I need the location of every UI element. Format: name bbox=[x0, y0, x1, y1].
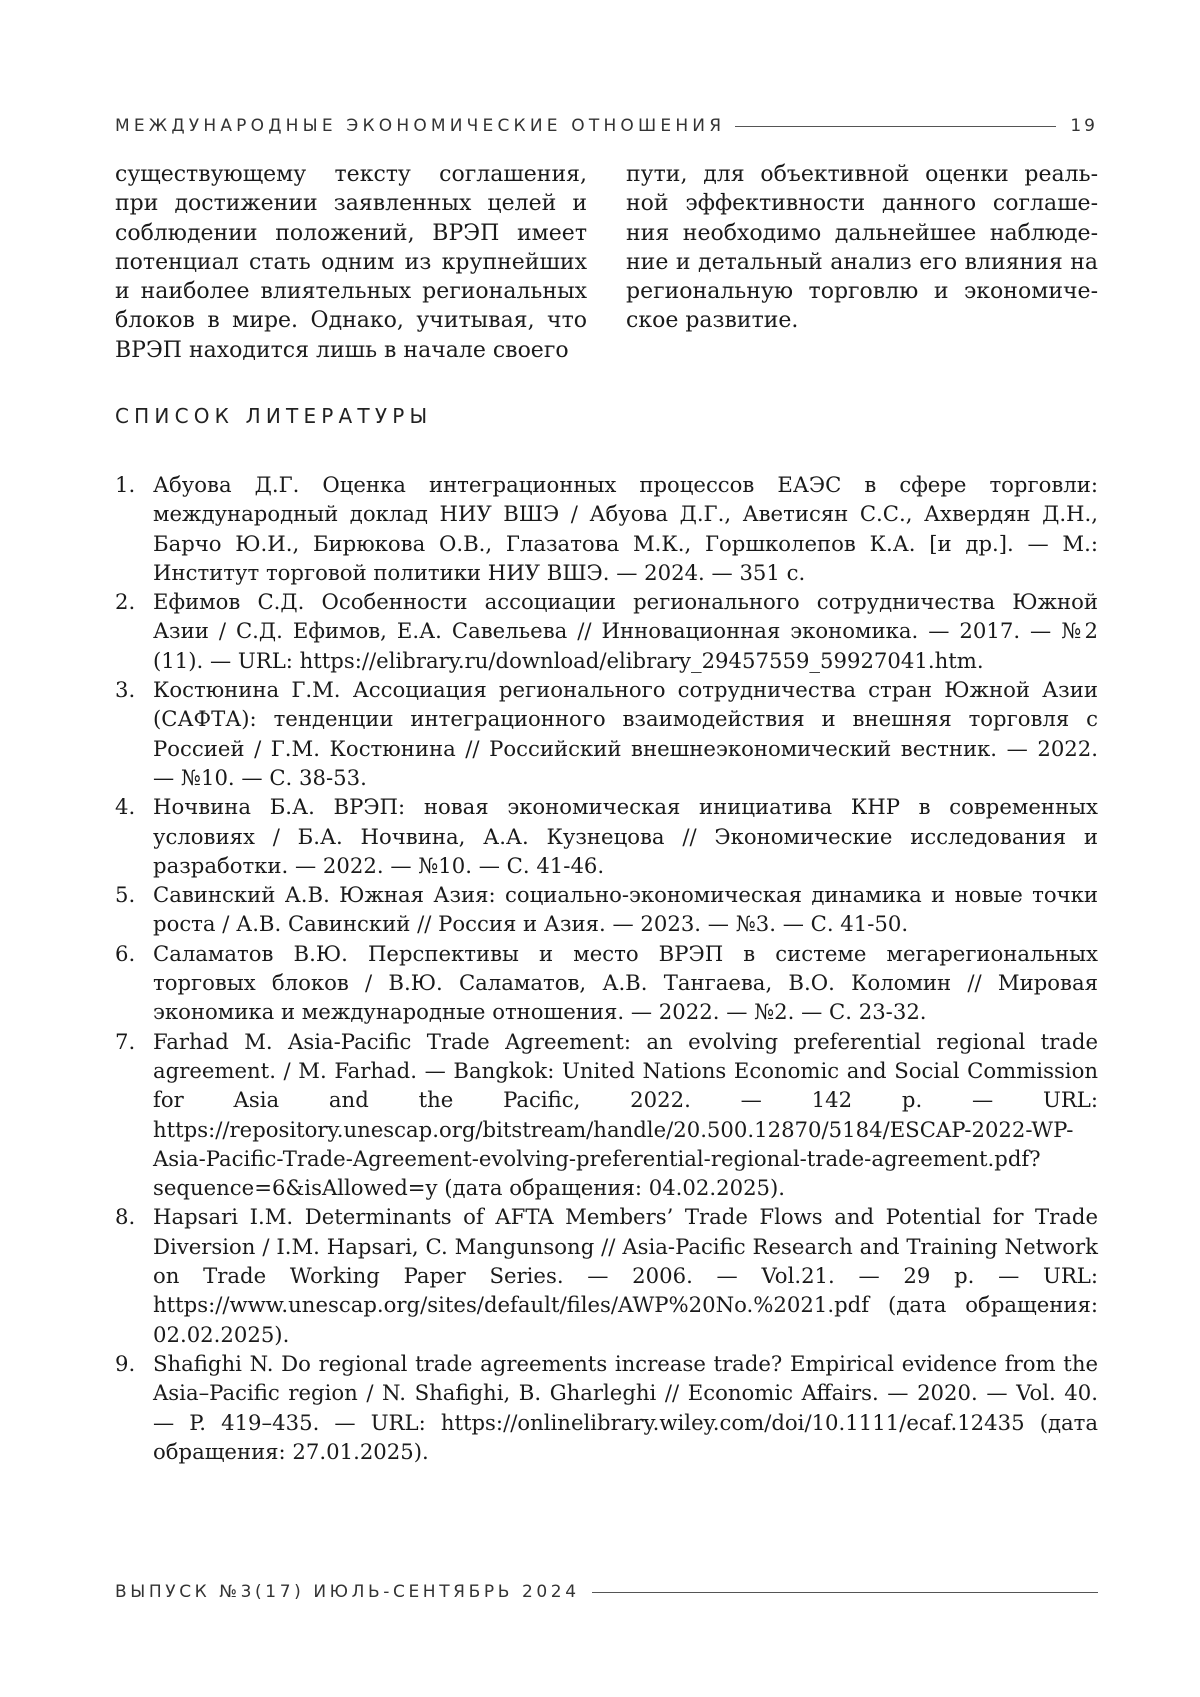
header-rule bbox=[735, 126, 1056, 127]
reference-number: 5. bbox=[115, 882, 136, 908]
reference-text: Shafighi N. Do regional trade agreements increase trade? Empirical evidence from the Asia–Pacific region / N. Shafighi, B. Gharleghi // Economic Affairs. — 2020. — Vol. 40. — P. 419–435. — URL: https://onlinelibrary.wiley.com/doi/10.1111/ecaf.12435 (дата обращения: 27.01.2025). bbox=[153, 1350, 1098, 1464]
reference-text: Ефимов С.Д. Особенности ассоциации регионального сотрудничества Южной Азии / С.Д. Ефимов, Е.А. Савельева // Инновационная экономика. — 2017. — №2 (11). — URL: https://elibrary.ru/download/elibrary_29457559_59927041.htm. bbox=[153, 589, 1098, 673]
reference-text: Савинский А.В. Южная Азия: социально-экономическая динамика и новые точки роста / А.В. Савинский // Россия и Азия. — 2023. — №3. — С. 41-50. bbox=[153, 882, 1098, 937]
reference-number: 3. bbox=[115, 677, 136, 703]
reference-item bbox=[115, 1202, 1098, 1348]
reference-item bbox=[115, 939, 1098, 1027]
reference-number: 1. bbox=[115, 472, 136, 497]
reference-item bbox=[115, 1349, 1098, 1466]
reference-number: 9. bbox=[115, 1350, 136, 1376]
running-header bbox=[115, 112, 1098, 140]
reference-number: 2. bbox=[115, 589, 136, 615]
left-column-paragraph: существующему тексту соглашения, при достижении заявленных целей и соблюдении положений, ВРЭП имеет потенциал стать одним из крупнейших и наиболее влиятельных региональных блоков в мире. Однако, учитывая, что ВРЭП находится лишь в начале своего bbox=[115, 162, 587, 363]
issue-label: ВЫПУСК №3(17) ИЮЛЬ-СЕНТЯБРЬ 2024 bbox=[115, 1582, 580, 1602]
right-column bbox=[626, 160, 1098, 365]
running-footer bbox=[115, 1578, 1098, 1606]
footer-rule bbox=[592, 1592, 1098, 1593]
reference-text: Костюнина Г.М. Ассоциация регионального сотрудничества стран Южной Азии (САФТА): тенденции интеграционного взаимодействия и внешняя торговля с Россией / Г.М. Костюнина // Российский внешнеэкономический вестник. — 2022. — №10. — С. 38-53. bbox=[153, 677, 1098, 790]
reference-text: Ночвина Б.А. ВРЭП: новая экономическая инициатива КНР в современных условиях / Б.А. Ночвина, А.А. Кузнецова // Экономические исследования и разработки. — 2022. — №10. — С. 41-46. bbox=[153, 794, 1098, 878]
reference-item bbox=[115, 1027, 1098, 1203]
reference-item bbox=[115, 880, 1098, 939]
reference-text: Абуова Д.Г. Оценка интеграционных процессов ЕАЭС в сфере торговли: международный доклад НИУ ВШЭ / Абуова Д.Г., Аветисян С.С., Ахвердян Д.Н., Барчо Ю.И., Бирюкова О.В., Глазатова М.К., Горшколепов К.А. [и др.]. — М.: Институт торговой политики НИУ ВШЭ. — 2024. — 351 с. bbox=[153, 472, 1098, 585]
page-number: 19 bbox=[1070, 116, 1098, 136]
reference-text: Саламатов В.Ю. Перспективы и место ВРЭП в системе мегарегиональных торговых блоков / В.Ю. Саламатов, А.В. Тангаева, В.О. Коломин // Мировая экономика и международные отношения. — 2022. — №2. — С. 23-32. bbox=[153, 940, 1098, 1025]
reference-item bbox=[115, 587, 1098, 675]
left-column bbox=[115, 160, 587, 365]
reference-number: 8. bbox=[115, 1204, 136, 1230]
reference-item bbox=[115, 792, 1098, 880]
reference-item bbox=[115, 470, 1098, 587]
body-text bbox=[115, 160, 1098, 365]
reference-number: 7. bbox=[115, 1028, 136, 1054]
reference-text: Hapsari I.M. Determinants of AFTA Members’ Trade Flows and Potential for Trade Diversion / I.M. Hapsari, C. Mangunsong // Asia-Pacific Research and Training Network on Trade Working Paper Series. — 2006. — Vol.21. — 29 p. — URL: https://www.unescap.org/sites/default/files/AWP%20No.%2021.pdf (дата обращения: 02.02.2025). bbox=[153, 1204, 1098, 1347]
right-column-paragraph: пути, для объективной оценки реальной эффективности данного соглашения необходимо дальнейшее наблюдение и детальный анализ его влияния на региональную торговлю и экономическое развитие. bbox=[626, 162, 1098, 334]
reference-number: 4. bbox=[115, 794, 136, 820]
reference-text: Farhad M. Asia-Pacific Trade Agreement: an evolving preferential regional trade agreement. / M. Farhad. — Bangkok: United Nations Economic and Social Commission for Asia and the Pacific, 2022. — 142 p. — URL: https://repository.unescap.org/bitstream/handle/20.500.12870/5184/ESCAP-2022-WP-Asia-Pacific-Trade-Agreement-evolving-preferential-regional-trade-agreement.pdf?sequence=6&isAllowed=y (дата обращения: 04.02.2025). bbox=[153, 1028, 1098, 1201]
reference-list bbox=[115, 470, 1098, 1466]
journal-section-title: МЕЖДУНАРОДНЫЕ ЭКОНОМИЧЕСКИЕ ОТНОШЕНИЯ bbox=[115, 116, 726, 136]
reference-number: 6. bbox=[115, 940, 136, 966]
references-heading: СПИСОК ЛИТЕРАТУРЫ bbox=[115, 404, 433, 428]
reference-item bbox=[115, 675, 1098, 792]
